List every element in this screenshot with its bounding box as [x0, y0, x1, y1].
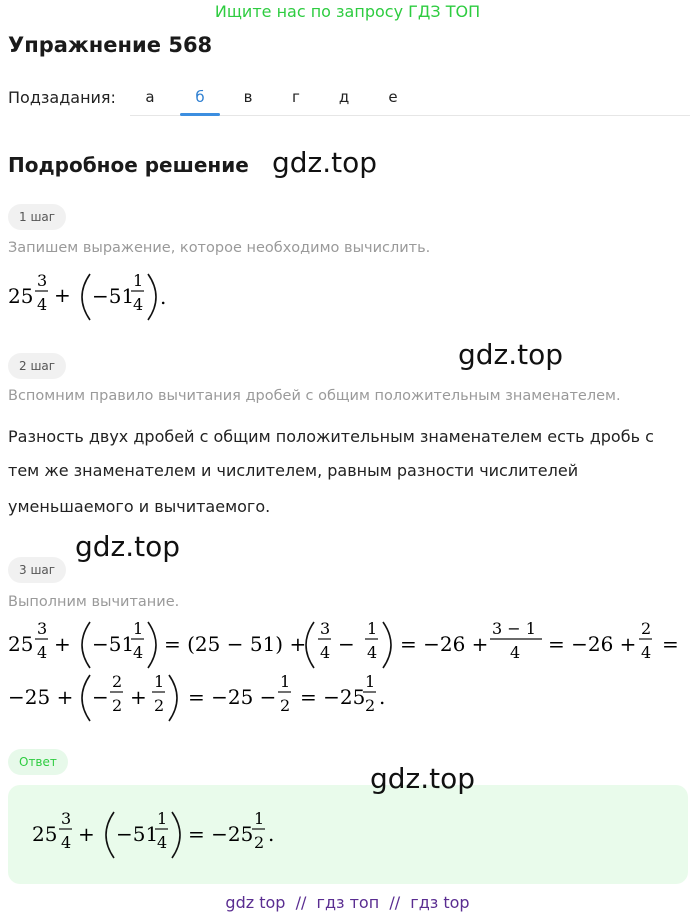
svg-text:2: 2	[112, 672, 123, 691]
svg-text:= −25 −: = −25 −	[188, 685, 277, 709]
svg-text:+: +	[130, 685, 147, 709]
svg-text:2: 2	[154, 696, 165, 715]
svg-text:−: −	[338, 632, 355, 656]
svg-text:25: 25	[8, 632, 34, 656]
svg-text:−51: −51	[116, 822, 159, 846]
svg-text:−51: −51	[92, 632, 135, 656]
svg-text:+: +	[54, 632, 71, 656]
svg-text:25: 25	[8, 284, 34, 308]
svg-text:4: 4	[320, 643, 331, 662]
watermark: gdz.top	[370, 762, 476, 795]
svg-text:= −25: = −25	[188, 822, 254, 846]
svg-text:= −25: = −25	[300, 685, 366, 709]
svg-text:25: 25	[32, 822, 58, 846]
svg-text:1: 1	[365, 672, 376, 691]
svg-text:4: 4	[133, 643, 144, 662]
svg-text:= (25 − 51) +: = (25 − 51) +	[164, 632, 307, 656]
svg-text:2: 2	[254, 833, 265, 852]
exercise-title: Упражнение 568	[8, 33, 213, 57]
svg-text:4: 4	[510, 643, 521, 662]
svg-text:4: 4	[133, 295, 144, 314]
subtasks-label: Подзадания:	[8, 88, 116, 107]
watermark: gdz.top	[75, 530, 181, 563]
step-3-formula	[4, 614, 690, 732]
svg-text:3: 3	[320, 619, 331, 638]
svg-text:1: 1	[133, 619, 144, 638]
watermark: gdz.top	[272, 146, 378, 179]
svg-text:2: 2	[641, 619, 652, 638]
svg-text:3: 3	[61, 809, 72, 828]
svg-text:3: 3	[37, 619, 48, 638]
solution-title: Подробное решение	[8, 153, 249, 177]
svg-text:=: =	[662, 632, 679, 656]
svg-text:2: 2	[365, 696, 376, 715]
svg-text:3 − 1: 3 − 1	[492, 619, 536, 638]
step-2-badge: 2 шаг	[8, 353, 66, 379]
footer-links[interactable]: gdz top // гдз топ // гдз top	[225, 893, 470, 912]
svg-text:1: 1	[254, 809, 265, 828]
svg-text:= −26 +: = −26 +	[400, 632, 489, 656]
subtask-tab-a[interactable]: а	[145, 88, 155, 106]
svg-text:4: 4	[61, 833, 72, 852]
svg-text:1: 1	[157, 809, 168, 828]
svg-text:4: 4	[641, 643, 652, 662]
svg-text:−51: −51	[92, 284, 135, 308]
subtask-tab-g[interactable]: г	[292, 88, 300, 106]
rule-line-1: Разность двух дробей с общим положительным знаменателем есть дробь с	[8, 427, 654, 446]
svg-text:+: +	[54, 283, 71, 307]
svg-text:.: .	[379, 685, 386, 709]
watermark: gdz.top	[458, 338, 564, 371]
svg-text:2: 2	[280, 696, 291, 715]
svg-text:1: 1	[280, 672, 291, 691]
answer-formula	[28, 804, 288, 868]
subtask-tab-b[interactable]: б	[195, 88, 205, 106]
step-1-formula	[4, 264, 184, 328]
svg-text:1: 1	[133, 271, 144, 290]
svg-text:−: −	[92, 685, 109, 709]
svg-text:1: 1	[367, 619, 378, 638]
svg-text:4: 4	[157, 833, 168, 852]
svg-text:4: 4	[37, 295, 48, 314]
subtask-tab-d[interactable]: д	[338, 88, 350, 106]
subtask-tab-e[interactable]: е	[388, 88, 398, 106]
step-2-hint: Вспомним правило вычитания дробей с общим положительным знаменателем.	[8, 388, 621, 404]
svg-text:= −26 +: = −26 +	[548, 632, 637, 656]
active-tab-indicator	[180, 113, 220, 116]
top-banner: Ищите нас по запросу ГДЗ ТОП	[214, 2, 481, 21]
svg-text:.: .	[160, 285, 167, 309]
rule-line-3: уменьшаемого и вычитаемого.	[8, 497, 271, 516]
svg-text:−25 +: −25 +	[8, 685, 74, 709]
rule-line-2: тем же знаменателем и числителем, равным разности числителей	[8, 461, 579, 480]
step-3-badge: 3 шаг	[8, 557, 66, 583]
svg-text:3: 3	[37, 271, 48, 290]
answer-badge: Ответ	[8, 749, 68, 775]
step-1-badge: 1 шаг	[8, 204, 66, 230]
step-3-hint: Выполним вычитание.	[8, 594, 180, 610]
svg-text:2: 2	[112, 696, 123, 715]
svg-text:4: 4	[37, 643, 48, 662]
svg-text:4: 4	[367, 643, 378, 662]
subtask-tab-v[interactable]: в	[243, 88, 253, 106]
svg-text:+: +	[78, 822, 95, 846]
svg-text:1: 1	[154, 672, 165, 691]
svg-text:.: .	[268, 822, 275, 846]
step-1-hint: Запишем выражение, которое необходимо вычислить.	[8, 240, 431, 256]
